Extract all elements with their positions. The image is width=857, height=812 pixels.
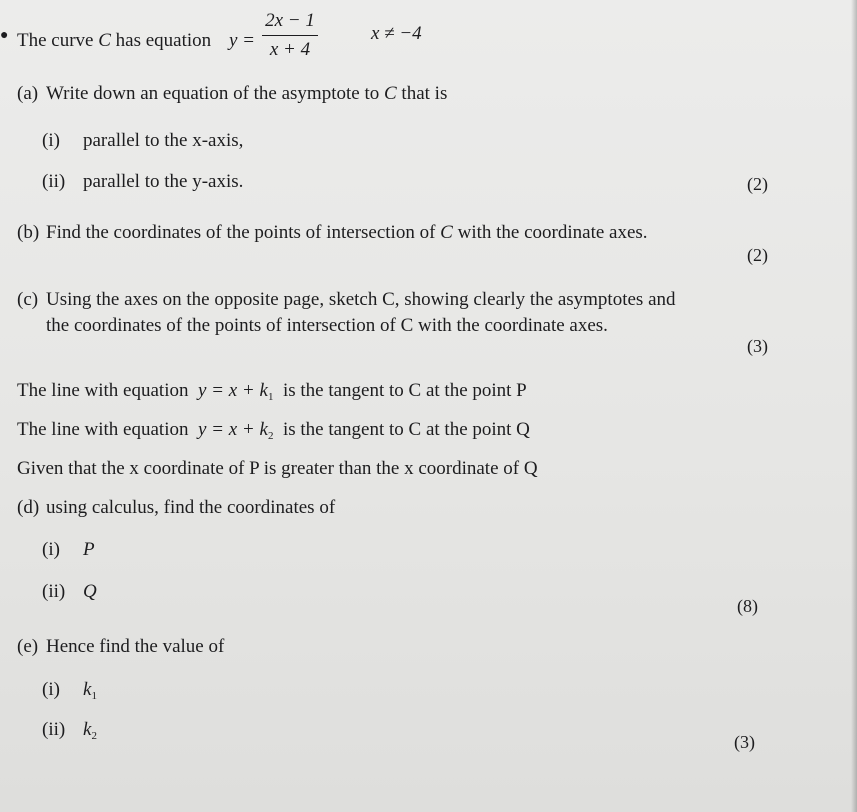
- part-a-text: Write down an equation of the asymptote to C that is: [46, 83, 448, 104]
- part-a-ii-label: (ii): [42, 171, 66, 192]
- part-a-i-label: (i): [42, 130, 60, 151]
- part-b-marks: (2): [747, 245, 768, 265]
- part-e-marks: (3): [734, 732, 755, 752]
- part-a-ii-text: parallel to the y-axis.: [83, 171, 244, 192]
- part-c-line1: Using the axes on the opposite page, sketch C, showing clearly the asymptotes and: [46, 289, 676, 310]
- given-condition: Given that the x coordinate of P is greater than the x coordinate of Q: [17, 458, 538, 479]
- tangent-line-1: The line with equation $y = x + k_1$ is the tangent to C at the point P: [17, 380, 527, 403]
- equation-condition: x ≠ −4: [371, 23, 422, 44]
- fraction-bar: [262, 35, 318, 36]
- part-c-marks: (3): [747, 336, 768, 356]
- part-d-marks: (8): [737, 596, 758, 616]
- part-d-i-label: (i): [42, 539, 60, 560]
- part-e-ii-text: $k_2$: [83, 719, 97, 742]
- equation-lhs: y =: [229, 30, 256, 51]
- equation-denominator: x + 4: [269, 39, 311, 60]
- part-e-i-label: (i): [42, 679, 60, 700]
- part-d-ii-label: (ii): [42, 581, 66, 602]
- part-c-label: (c): [17, 289, 39, 310]
- part-b-label: (b): [17, 222, 40, 243]
- part-d-ii-text: Q: [83, 581, 97, 602]
- part-a-i-text: parallel to the x-axis,: [83, 130, 244, 151]
- part-a-marks: (2): [747, 174, 768, 194]
- tangent-line-2: The line with equation $y = x + k_2$ is the tangent to C at the point Q: [17, 419, 530, 442]
- part-b-text: Find the coordinates of the points of intersection of C with the coordinate axes.: [46, 222, 648, 243]
- part-e-text: Hence find the value of: [46, 636, 225, 657]
- equation-numerator: 2x − 1: [265, 10, 315, 31]
- part-d-label: (d): [17, 497, 40, 518]
- part-d-i-text: P: [83, 539, 95, 560]
- part-a-label: (a): [17, 83, 39, 104]
- equation-fraction: [262, 11, 318, 59]
- page-edge-shadow: [851, 0, 857, 812]
- part-c-line2: the coordinates of the points of intersection of C with the coordinate axes.: [46, 315, 608, 336]
- part-d-text: using calculus, find the coordinates of: [46, 497, 336, 518]
- question-bullet: ●: [0, 28, 9, 43]
- intro-text: The curve C has equation: [17, 30, 212, 51]
- part-e-i-text: $k_1$: [83, 679, 97, 702]
- part-e-ii-label: (ii): [42, 719, 66, 740]
- part-e-label: (e): [17, 636, 39, 657]
